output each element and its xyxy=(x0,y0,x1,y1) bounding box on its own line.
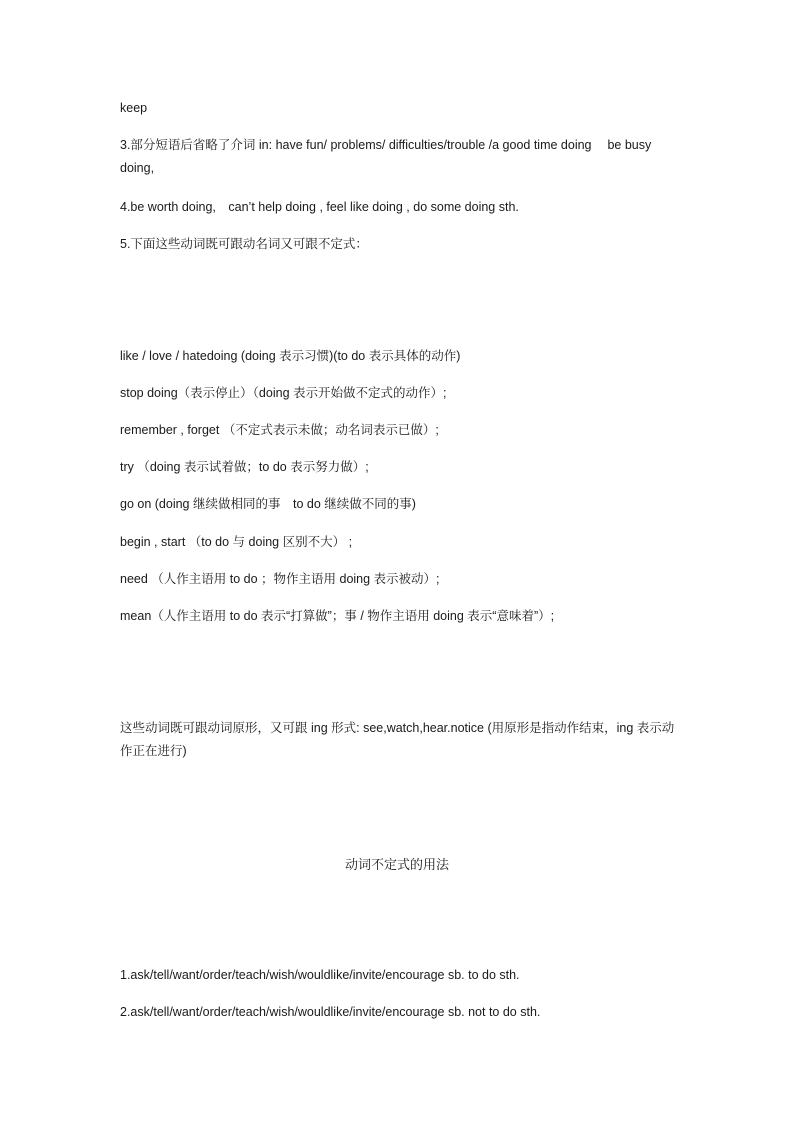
text-line-remember-forget: remember , forget （不定式表示未做；动名词表示已做）; xyxy=(120,423,439,437)
text-line-keep: keep xyxy=(120,101,148,115)
text-line-try: try （doing 表示试着做；to do 表示努力做）; xyxy=(120,460,369,474)
text-line-infinitive-1: 1.ask/tell/want/order/teach/wish/wouldlike/invite/encourage sb. to do sth. xyxy=(120,968,520,982)
text-line-like-love-hate: like / love / hatedoing (doing 表示习惯)(to do 表示具体的动作) xyxy=(120,349,461,363)
text-line-go-on: go on (doing 继续做相同的事 to do 继续做不同的事) xyxy=(120,497,416,511)
text-line-begin-start: begin , start （to do 与 doing 区别不大） ; xyxy=(120,535,353,549)
section-heading: 动词不定式的用法 xyxy=(344,857,449,872)
text-line-need: need （人作主语用 to do ；物作主语用 doing 表示被动）; xyxy=(120,572,440,586)
text-line-stop: stop doing（表示停止）（doing 表示开始做不定式的动作）; xyxy=(120,386,447,400)
text-line-item-4: 4.be worth doing, can’t help doing , feel like doing , do some doing sth. xyxy=(120,200,519,214)
text-line-item-3: 3.部分短语后省略了介词 in: have fun/ problems/ difficulties/trouble /a good time doing be busy doing, xyxy=(120,138,652,175)
text-line-infinitive-2: 2.ask/tell/want/order/teach/wish/wouldlike/invite/encourage sb. not to do sth. xyxy=(120,1005,541,1019)
text-line-item-5: 5.下面这些动词既可跟动名词又可跟不定式： xyxy=(120,237,368,251)
text-line-perception-verbs: 这些动词既可跟动词原形，又可跟 ing 形式: see,watch,hear.notice (用原形是指动作结束，ing 表示动作正在进行) xyxy=(120,721,675,758)
text-line-mean: mean（人作主语用 to do 表示“打算做”；事 / 物作主语用 doing 表示“意味着”）; xyxy=(120,609,555,623)
